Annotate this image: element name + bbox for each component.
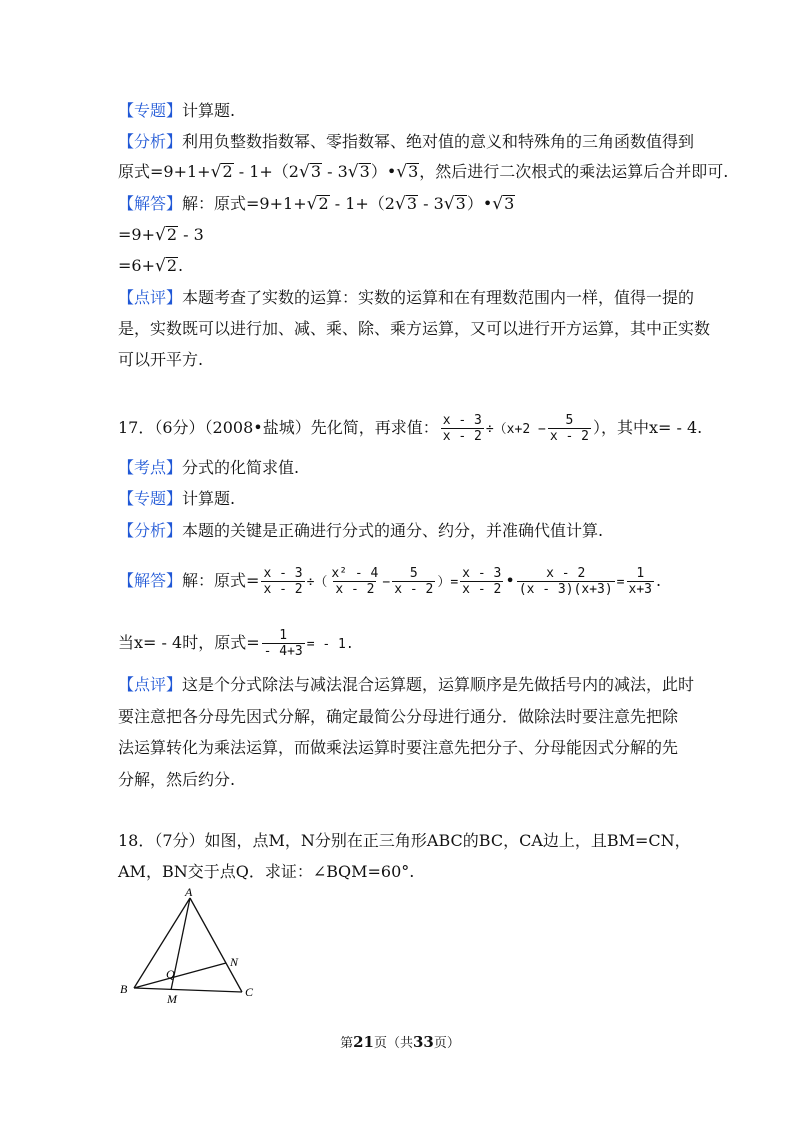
comment-text: 本题考查了实数的运算：实数的运算和在有理数范围内一样，值得一提的 bbox=[182, 288, 695, 307]
numerator: 5 bbox=[565, 413, 574, 428]
radical-sign: √ bbox=[347, 162, 359, 182]
step-2 bbox=[118, 255, 183, 277]
numerator: x - 3 bbox=[442, 413, 482, 428]
q17-comment-line-2: 要注意把各分母先因式分解，确定最简公分母进行通分．做除法时要注意先把除 bbox=[118, 707, 679, 726]
denominator: x+3 bbox=[628, 582, 652, 597]
numerator: 1 bbox=[279, 628, 288, 643]
radical-sign: √ bbox=[155, 256, 166, 276]
numerator: 5 bbox=[409, 566, 418, 581]
topic-text: 计算题. bbox=[182, 101, 236, 120]
analysis-line-1 bbox=[118, 131, 694, 153]
numerator: x - 3 bbox=[462, 566, 502, 581]
expr-part: = bbox=[616, 575, 625, 590]
expr-part: = - 1. bbox=[306, 637, 354, 652]
analysis-line-2 bbox=[118, 161, 728, 183]
topic-line bbox=[118, 100, 235, 122]
answer-tag: 【解答】 bbox=[118, 571, 183, 590]
fraction bbox=[329, 566, 380, 597]
expr-part: − bbox=[382, 575, 391, 590]
comment-line-3: 可以开平方. bbox=[118, 350, 204, 369]
topic-tag: 【专题】 bbox=[118, 489, 183, 508]
label-n: N bbox=[230, 955, 239, 969]
radical-sign: √ bbox=[443, 194, 455, 214]
label-a: A bbox=[185, 885, 193, 899]
edge-ac bbox=[190, 898, 242, 992]
q17-analysis-line bbox=[118, 520, 603, 542]
answer-tag: 【解答】 bbox=[118, 194, 183, 213]
denominator: (x - 3)(x+3) bbox=[518, 582, 613, 597]
radicand: 3 bbox=[455, 194, 466, 213]
label-b: B bbox=[120, 982, 128, 996]
fraction bbox=[517, 566, 615, 597]
expr-part: 当x= - 4时，原式= bbox=[118, 633, 260, 652]
q17-tail: ），其中x= - 4. bbox=[592, 418, 703, 437]
radical-sign: √ bbox=[395, 194, 406, 214]
fraction bbox=[392, 566, 435, 597]
fraction bbox=[262, 628, 305, 659]
radicand: 2 bbox=[222, 162, 233, 181]
label-q: Q bbox=[166, 967, 175, 981]
label-c: C bbox=[245, 985, 254, 999]
denominator: x - 2 bbox=[462, 582, 502, 597]
expr-part: ÷（x+2 − bbox=[485, 422, 546, 437]
radicand: 2 bbox=[318, 194, 329, 213]
numerator: x² - 4 bbox=[331, 566, 379, 581]
expr-part: =6+ bbox=[118, 256, 155, 275]
q17-head: 17．（6分）（2008•盐城）先化简，再求值： bbox=[118, 418, 439, 437]
footer-text: 页（共 bbox=[373, 1036, 413, 1051]
q17-answer-line bbox=[118, 566, 661, 597]
q17-when-line bbox=[118, 628, 354, 659]
label-m: M bbox=[167, 992, 177, 1006]
radicand: 3 bbox=[408, 162, 419, 181]
denominator: x - 2 bbox=[394, 582, 434, 597]
triangle-figure bbox=[114, 884, 264, 1006]
denominator: x - 2 bbox=[263, 582, 303, 597]
total-pages: 33 bbox=[413, 1033, 434, 1051]
radical-sign: √ bbox=[210, 162, 222, 182]
footer-text: 页） bbox=[433, 1036, 460, 1051]
page-footer bbox=[0, 1032, 800, 1051]
expr-part: - 1+（2 bbox=[329, 194, 395, 213]
footer-text: 第 bbox=[340, 1036, 354, 1051]
expr-part: 原式=9+1+ bbox=[118, 162, 211, 181]
radical-sign: √ bbox=[155, 225, 166, 245]
fraction bbox=[548, 413, 591, 444]
analysis-text: 本题的关键是正确进行分式的通分、约分，并准确代值计算. bbox=[182, 521, 604, 540]
analysis-tag: 【分析】 bbox=[118, 132, 183, 151]
expr-part: ）= bbox=[437, 575, 459, 590]
kaodian-text: 分式的化简求值. bbox=[182, 458, 300, 477]
expr-part: ÷（ bbox=[306, 575, 328, 590]
expr-part: . bbox=[178, 256, 184, 275]
expr-part: ）• bbox=[466, 194, 493, 213]
numerator: 1 bbox=[636, 566, 645, 581]
radicand: 2 bbox=[166, 256, 178, 275]
fraction bbox=[261, 566, 304, 597]
denominator: - 4+3 bbox=[263, 644, 303, 659]
expr-part: - 3 bbox=[418, 194, 444, 213]
radical-sign: √ bbox=[298, 162, 310, 182]
expr-part: 解：原式=9+1+ bbox=[182, 194, 307, 213]
fraction bbox=[441, 413, 484, 444]
expr-part: ，然后进行二次根式的乘法运算后合并即可. bbox=[419, 162, 729, 181]
q17-comment-line-3: 法运算转化为乘法运算，而做乘法运算时要注意先把分子、分母能因式分解的先 bbox=[118, 738, 679, 757]
kaodian-tag: 【考点】 bbox=[118, 458, 183, 477]
expr-part: - 3 bbox=[178, 225, 204, 244]
radical-sign: √ bbox=[306, 194, 318, 214]
kaodian-line bbox=[118, 457, 299, 479]
numerator: x - 3 bbox=[263, 566, 303, 581]
expr-part: • bbox=[505, 571, 515, 590]
analysis-tag: 【分析】 bbox=[118, 521, 183, 540]
radicand: 3 bbox=[310, 162, 322, 181]
expr-part: - 3 bbox=[322, 162, 348, 181]
expr-part: ）• bbox=[370, 162, 397, 181]
expr-part: . bbox=[655, 571, 662, 590]
q17-comment-line-4: 分解，然后约分. bbox=[118, 770, 236, 789]
q18-line-1: 18．（7分）如图，点M，N分别在正三角形ABC的BC，CA边上，且BM=CN， bbox=[118, 831, 691, 850]
radicand: 3 bbox=[406, 194, 418, 213]
topic-tag: 【专题】 bbox=[118, 101, 183, 120]
radicand: 3 bbox=[504, 194, 515, 213]
expr-part: - 1+（2 bbox=[233, 162, 299, 181]
q17-question bbox=[118, 413, 702, 444]
radical-sign: √ bbox=[396, 162, 408, 182]
denominator: x - 2 bbox=[442, 429, 482, 444]
fraction bbox=[627, 566, 654, 597]
topic-text: 计算题. bbox=[182, 489, 236, 508]
comment-line-1 bbox=[118, 287, 694, 309]
expr-part: =9+ bbox=[118, 225, 155, 244]
radical-sign: √ bbox=[492, 194, 504, 214]
q17-topic-line bbox=[118, 488, 235, 510]
fraction bbox=[460, 566, 503, 597]
radicand: 2 bbox=[166, 225, 178, 244]
q18-line-2: AM，BN交于点Q．求证：∠BQM=60°. bbox=[118, 862, 415, 881]
comment-tag: 【点评】 bbox=[118, 675, 183, 694]
comment-tag: 【点评】 bbox=[118, 288, 183, 307]
q17-comment-line-1 bbox=[118, 674, 694, 696]
page-number: 21 bbox=[353, 1033, 374, 1051]
comment-text: 这是个分式除法与减法混合运算题，运算顺序是先做括号内的减法，此时 bbox=[182, 675, 695, 694]
denominator: x - 2 bbox=[335, 582, 375, 597]
radicand: 3 bbox=[359, 162, 370, 181]
numerator: x - 2 bbox=[546, 566, 586, 581]
answer-line bbox=[118, 193, 515, 215]
analysis-text: 利用负整数指数幂、零指数幂、绝对值的意义和特殊角的三角函数值得到 bbox=[182, 132, 695, 151]
edge-bc bbox=[134, 988, 242, 992]
step-1 bbox=[118, 224, 204, 246]
expr-part: 解：原式= bbox=[182, 571, 260, 590]
denominator: x - 2 bbox=[549, 429, 589, 444]
comment-line-2: 是，实数既可以进行加、减、乘、除、乘方运算，又可以进行开方运算，其中正实数 bbox=[118, 319, 711, 338]
